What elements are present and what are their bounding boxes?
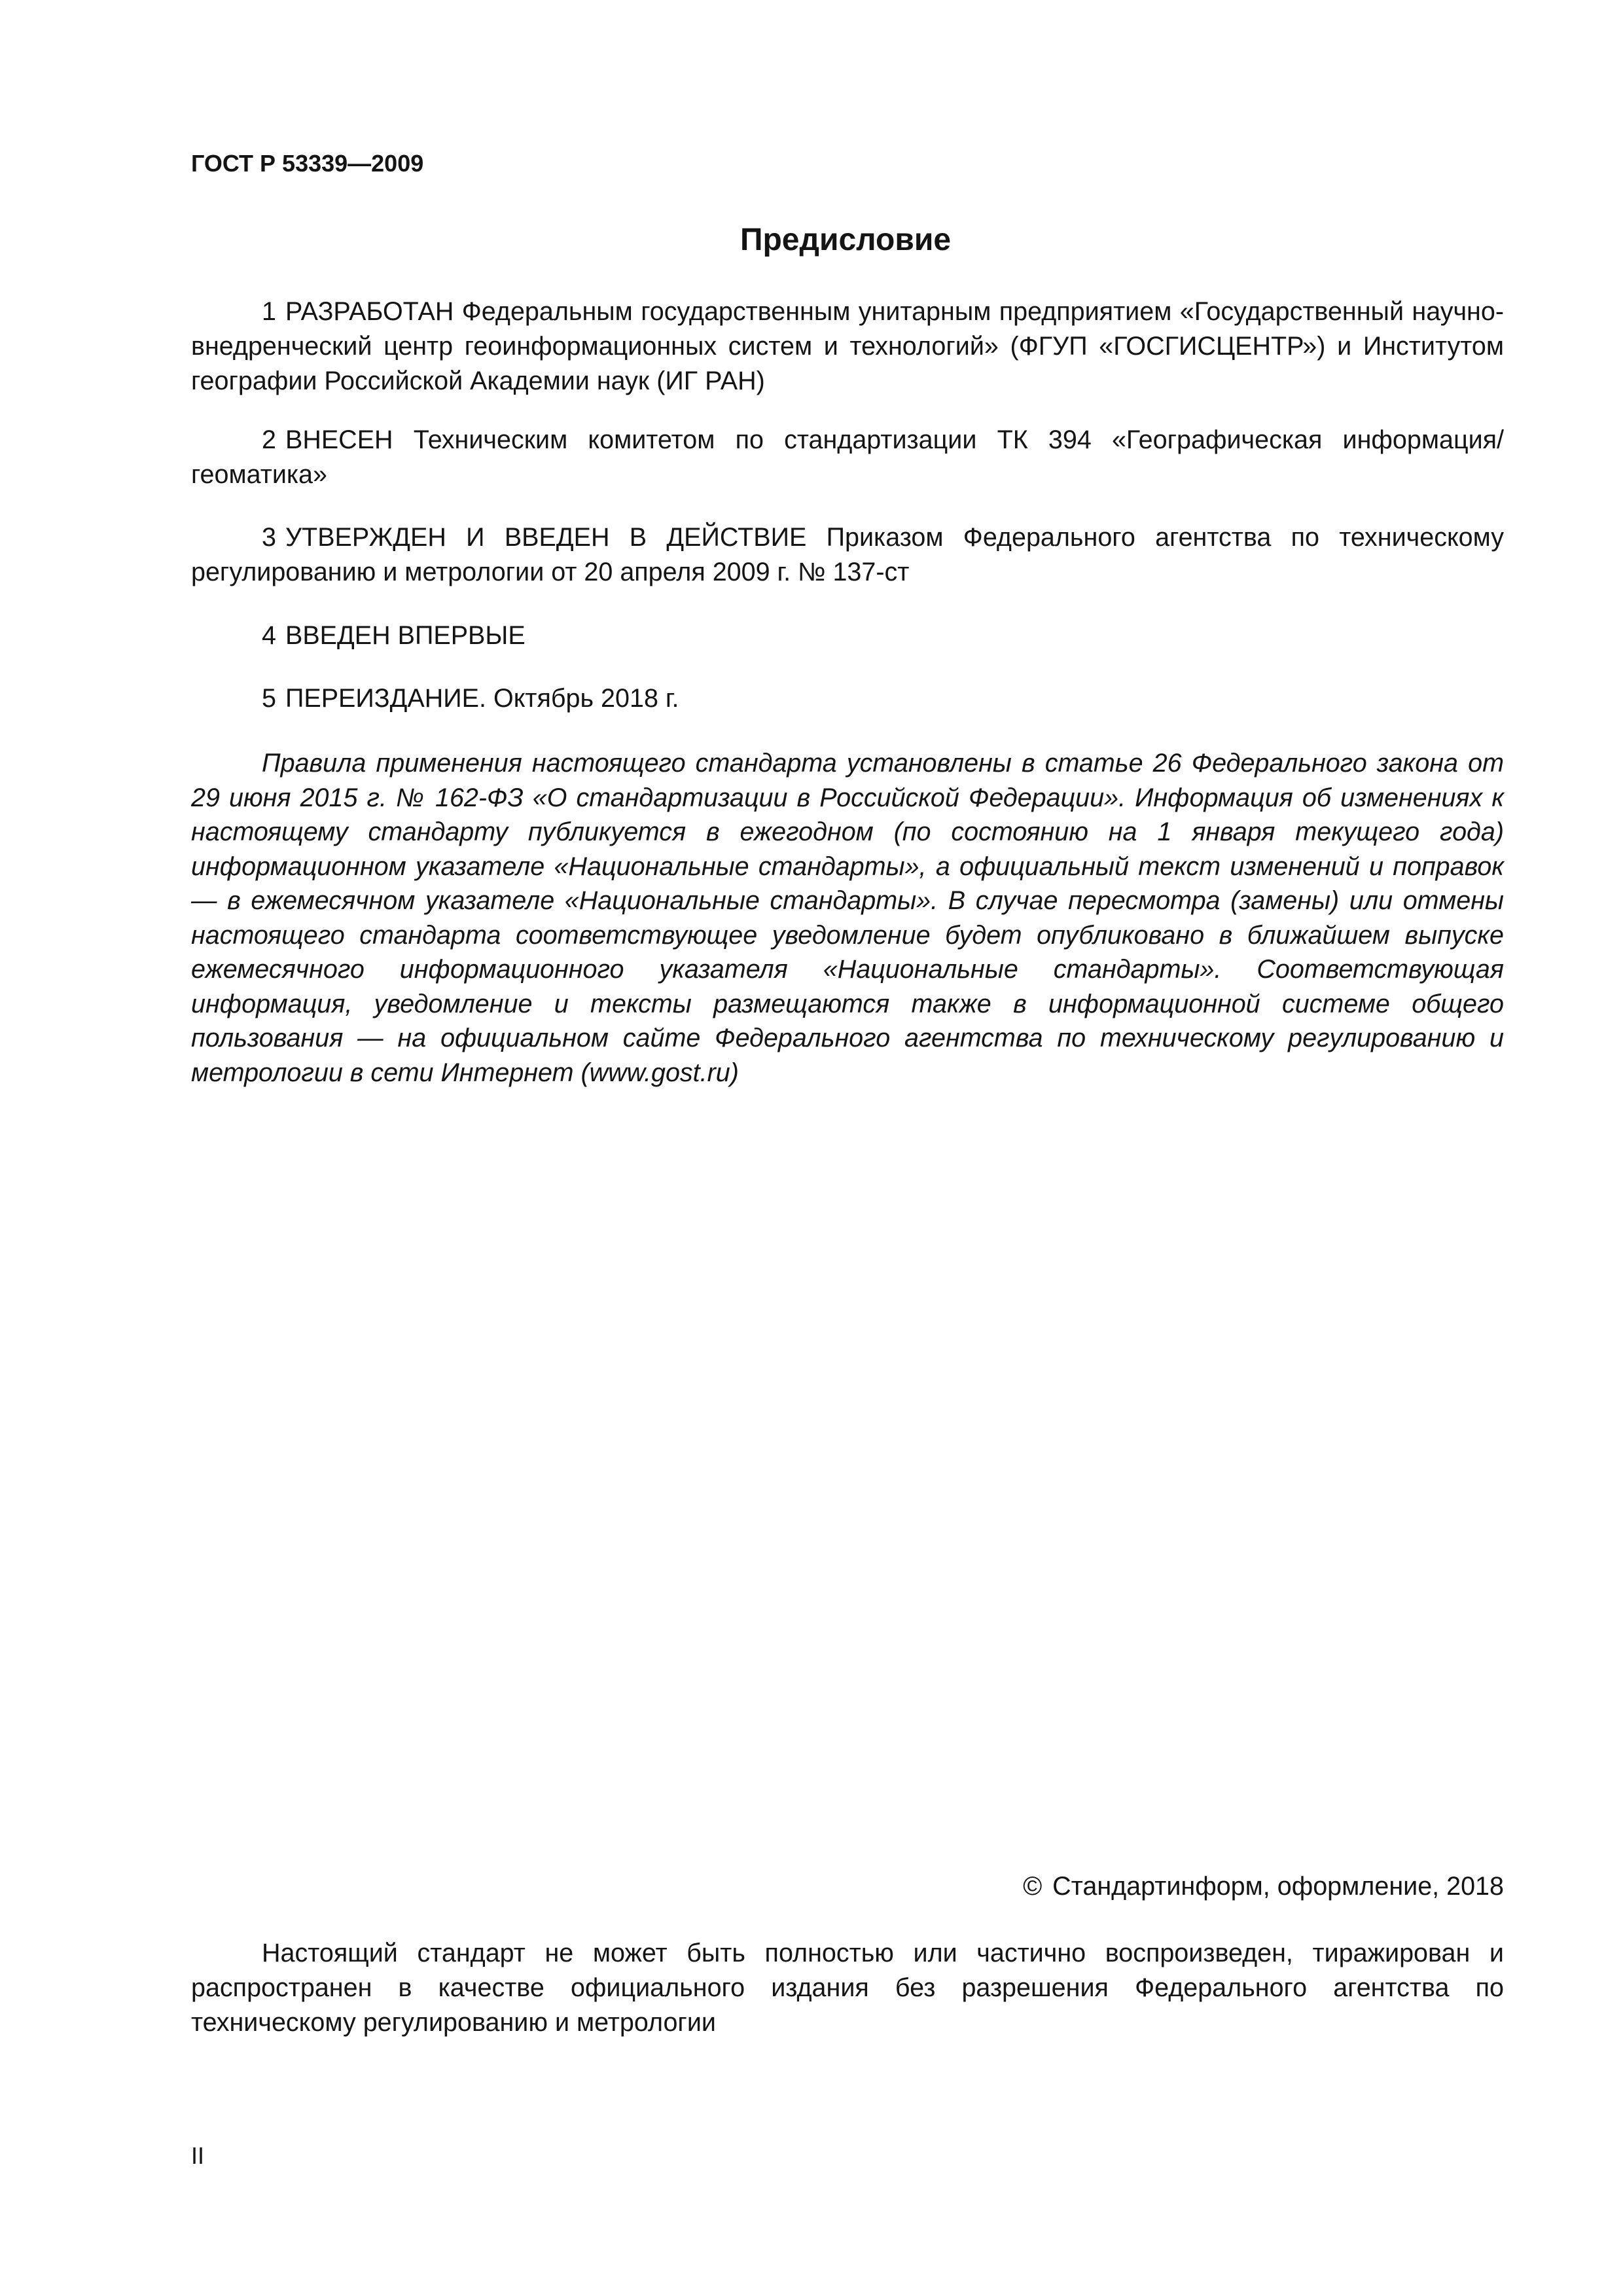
item-number: 4 (262, 621, 276, 650)
foreword-item-5 (191, 681, 1504, 716)
foreword-item-4 (191, 619, 1504, 653)
application-rules-note: Правила применения настоящего стандарта установлены в статье 26 Федерального закона от 29 июня 2015 г. № 162-ФЗ «О стандартизации в Российской Федерации». Информация об изменениях к настоящему стандарту публикуется в ежегодном (по состоянию на 1 января текущего года) информационном указателе «Национальные стандарты», а официальный текст изменений и поправок — в ежемесячном указателе «Национальные стандарты». В случае пересмотра (замены) или отмены настоящего стандарта соответствующее уведомление будет опубликовано в ближайшем выпуске ежемесячного информационного указателя «Национальные стандарты». Соответствующая информация, уведомление и тексты размещаются также в информационной системе общего пользования — на официальном сайте Федерального агентства по техническому регулированию и метрологии в сети Интернет (www.gost.ru) (191, 749, 1504, 1087)
page-number: II (191, 2142, 205, 2169)
item-number: 5 (262, 684, 276, 713)
foreword-item-1 (191, 295, 1504, 399)
item-number: 3 (262, 523, 276, 552)
reproduction-notice: Настоящий стандарт не может быть полностью или частично воспроизведен, тиражирован и распространен в качестве официального издания без разрешения Федерального агентства по техническому регулированию и метрологии (191, 1939, 1504, 2037)
foreword-item-3 (191, 520, 1504, 590)
item-text: Октябрь 2018 г. (493, 684, 679, 713)
item-text: Приказом Федерального агентства по техническому регулированию и метрологии от 20 апреля 2009 г. № 137-ст (191, 523, 1504, 586)
copyright-symbol: © (1023, 1872, 1043, 1901)
item-lead: УТВЕРЖДЕН И ВВЕДЕН В ДЕЙСТВИЕ (285, 523, 807, 552)
item-lead: РАЗРАБОТАН (285, 297, 454, 326)
foreword-item-2 (191, 423, 1504, 492)
copyright-line (1023, 1870, 1504, 1903)
item-lead: ВНЕСЕН (285, 425, 393, 454)
item-lead: ПЕРЕИЗДАНИЕ. (285, 684, 486, 713)
item-text: Техническим комитетом по стандартизации ТК 394 «Географическая информация/геоматика» (191, 425, 1504, 489)
item-number: 1 (262, 297, 276, 326)
item-lead: ВВЕДЕН ВПЕРВЫЕ (285, 621, 526, 650)
document-code: ГОСТ Р 53339—2009 (191, 150, 424, 177)
item-number: 2 (262, 425, 276, 454)
copyright-text: Стандартинформ, оформление, 2018 (1052, 1872, 1504, 1901)
page-title: Предисловие (740, 223, 952, 257)
item-text: Федеральным государственным унитарным предприятием «Государственный научно-внедренческий центр геоинформационных систем и технологий» (ФГУП «ГОСГИСЦЕНТР») и Институтом географии Российской Академии наук (ИГ РАН) (191, 297, 1504, 395)
